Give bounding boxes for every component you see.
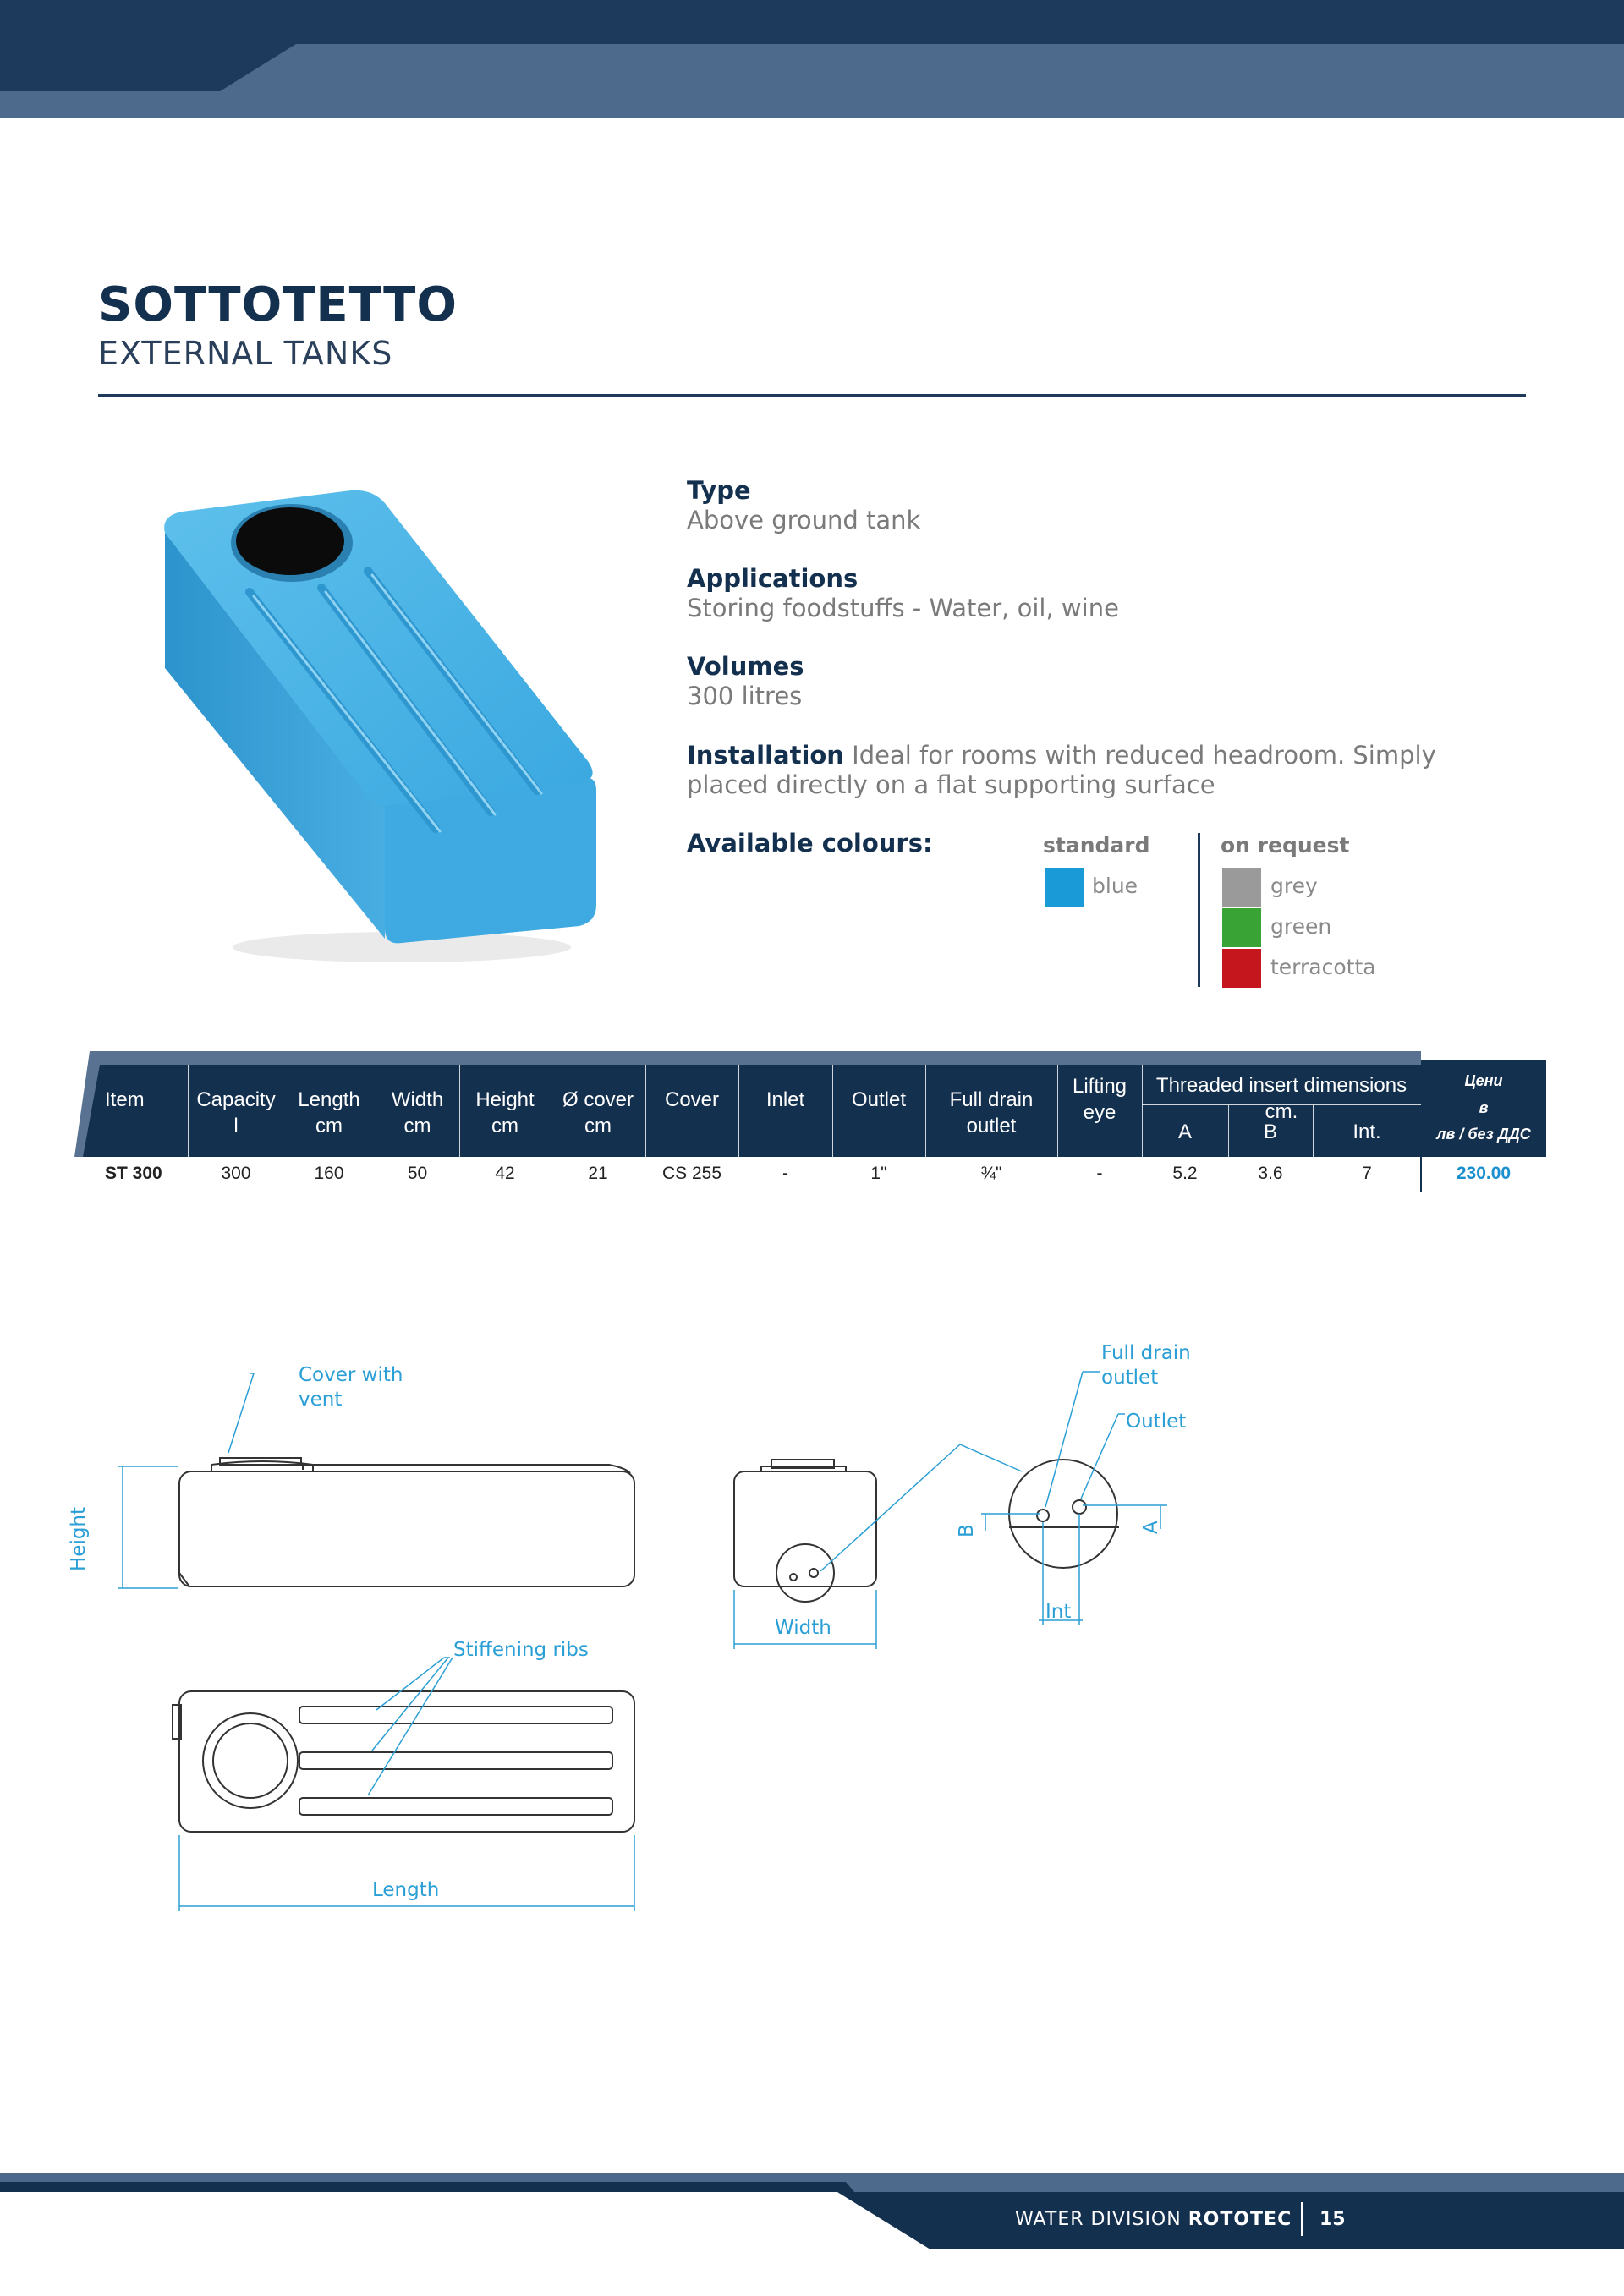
th-cover-diameter-name: Ø cover (562, 1088, 634, 1111)
th-lifting-eye-line2: eye (1083, 1101, 1116, 1125)
label-int: Int (1045, 1601, 1072, 1623)
th-price-line1: Цени (1464, 1072, 1503, 1089)
th-length-name: Length (298, 1088, 360, 1111)
colours-label: Available colours: (687, 829, 933, 858)
col-sep (188, 1065, 189, 1157)
spec-volumes-value: 300 litres (687, 681, 803, 710)
swatch-terracotta (1222, 949, 1261, 988)
colour-divider (1198, 833, 1200, 987)
th-full-drain (925, 1087, 1057, 1139)
label-width: Width (775, 1617, 831, 1639)
footer-separator (1301, 2202, 1303, 2236)
swatch-blue-label: blue (1092, 874, 1138, 898)
th-full-drain-line2: outlet (966, 1115, 1017, 1138)
swatch-blue (1045, 868, 1084, 907)
th-length (283, 1087, 376, 1139)
td-lifting-eye: - (1096, 1164, 1103, 1183)
page-subtitle: EXTERNAL TANKS (98, 335, 393, 372)
label-full-drain-outlet-line2: outlet (1101, 1366, 1159, 1389)
spec-volumes-label: Volumes (687, 652, 804, 681)
spec-installation (687, 741, 1448, 800)
th-outlet: Outlet (851, 1088, 907, 1111)
td-full-drain: ¾" (980, 1164, 1002, 1183)
th-height (459, 1087, 551, 1139)
swatch-green-label: green (1270, 914, 1332, 939)
th-capacity-name: Capacity (196, 1088, 276, 1111)
th-b: B (1263, 1121, 1277, 1143)
th-width-name: Width (391, 1088, 444, 1111)
technical-drawing (85, 1319, 1269, 1928)
th-height-name: Height (475, 1088, 535, 1111)
spec-type (687, 476, 1465, 535)
th-item: Item (105, 1088, 145, 1111)
td-outlet: 1" (870, 1164, 887, 1183)
footer-division (1015, 2209, 1292, 2230)
th-length-unit: cm (315, 1115, 343, 1138)
td-height: 42 (495, 1164, 515, 1183)
th-price-line3: лв / без ДДС (1436, 1126, 1531, 1143)
th-full-drain-line1: Full drain (949, 1088, 1034, 1111)
th-height-unit: cm (491, 1115, 518, 1138)
th-capacity-unit: l (233, 1115, 239, 1138)
label-cover-with-vent (299, 1363, 403, 1412)
on-request-label: on request (1221, 833, 1350, 858)
td-width: 50 (407, 1164, 428, 1183)
th-lifting-eye-line1: Lifting (1072, 1075, 1127, 1098)
label-length: Length (372, 1879, 440, 1901)
td-capacity: 300 (221, 1164, 251, 1183)
label-b: B (956, 1524, 978, 1537)
footer-band (0, 2173, 1624, 2296)
footer-brand: ROTOTEC (1188, 2209, 1292, 2230)
th-cover-diameter (551, 1087, 645, 1139)
spec-type-label: Type (687, 476, 751, 505)
label-cover-with-vent-line2: vent (299, 1388, 343, 1411)
th-capacity (189, 1087, 283, 1139)
th-price (1421, 1068, 1546, 1148)
label-outlet: Outlet (1126, 1411, 1187, 1433)
th-cover-diameter-unit: cm (584, 1115, 612, 1138)
label-a: A (1140, 1521, 1162, 1534)
page-title: SOTTOTETTO (98, 277, 458, 332)
td-inlet: - (782, 1164, 788, 1183)
swatch-terracotta-label: terracotta (1270, 955, 1376, 979)
title-divider (98, 394, 1526, 397)
td-cover: CS 255 (661, 1164, 722, 1183)
td-b: 3.6 (1258, 1164, 1283, 1183)
td-a: 5.2 (1172, 1164, 1198, 1183)
spec-applications (687, 564, 1465, 623)
th-threaded-insert: Threaded insert dimensions cm. (1155, 1074, 1407, 1124)
label-stiffening-ribs: Stiffening ribs (453, 1639, 589, 1661)
label-full-drain-outlet (1101, 1341, 1191, 1390)
th-width-unit: cm (403, 1115, 431, 1138)
tank-image (148, 465, 609, 973)
header-band (0, 0, 1624, 118)
th-cover: Cover (664, 1088, 720, 1111)
th-int: Int. (1352, 1121, 1381, 1143)
swatch-grey-label: grey (1270, 874, 1318, 898)
spec-applications-label: Applications (687, 564, 859, 593)
td-price: 230.00 (1456, 1164, 1512, 1183)
th-lifting-eye (1057, 1073, 1142, 1126)
td-cover-diameter: 21 (588, 1164, 608, 1183)
td-length: 160 (314, 1164, 344, 1183)
th-inlet: Inlet (765, 1088, 805, 1111)
footer-division-label: WATER DIVISION (1015, 2209, 1182, 2230)
spec-volumes (687, 652, 1465, 711)
spec-applications-value: Storing foodstuffs - Water, oil, wine (687, 593, 1119, 622)
spec-installation-label: Installation (687, 741, 844, 770)
th-width (376, 1087, 459, 1139)
th-price-line2: в (1479, 1099, 1489, 1116)
swatch-grey (1222, 868, 1261, 907)
page-number: 15 (1320, 2209, 1346, 2230)
td-int: 7 (1362, 1164, 1372, 1183)
td-item: ST 300 (105, 1164, 162, 1183)
swatch-green (1222, 908, 1261, 947)
label-full-drain-outlet-line1: Full drain (1101, 1342, 1191, 1364)
label-height: Height (68, 1506, 90, 1571)
spec-installation-value: Ideal for rooms with reduced headroom. Simply placed directly on a flat supporting surface (687, 741, 1436, 799)
spec-type-value: Above ground tank (687, 505, 921, 534)
standard-label: standard (1043, 833, 1150, 858)
th-a: A (1177, 1121, 1192, 1143)
label-cover-with-vent-line1: Cover with (299, 1364, 403, 1386)
